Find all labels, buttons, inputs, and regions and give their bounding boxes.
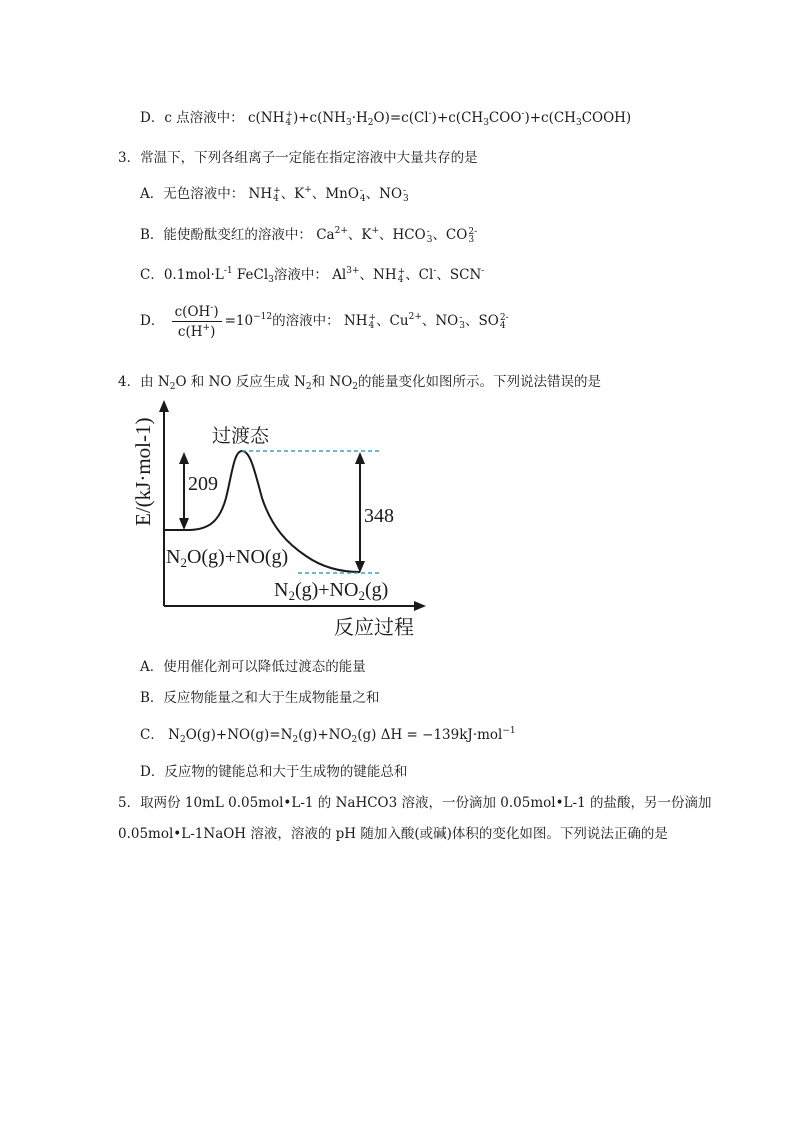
reactants-label: $N_2O(g)+NO(g)$: [166, 546, 289, 570]
stem-text: O 和 NO 反应生成 N: [175, 374, 306, 390]
energy-diagram: [128, 398, 438, 648]
option-formula: c(NH+ 4 )$+c(NH_3\cdot H_2O)=c(Cl^-)+c(CH_3COO^-)+c(CH_3COOH)$: [247, 109, 632, 128]
y-axis-arrow: [159, 400, 169, 412]
ratio-fraction: $\frac{c(OH^-)}{c(H^+)}$: [172, 303, 222, 340]
arrowhead-up: [179, 452, 189, 464]
ion-list: $Al^{3+}$、NH+ 4 、Cl-、SCN-: [332, 266, 485, 285]
x-axis-arrow: [414, 601, 426, 611]
enthalpy-text: ΔH = −139kJ·mol: [380, 727, 503, 743]
q5-stem-line2: 0.05mol•L-1NaOH 溶液，溶液的 pH 随加入酸(或碱)体积的变化如图。下列说法正确的是: [118, 826, 668, 842]
stem-text: 的能量变化如图所示。下列说法错误的是: [358, 374, 602, 390]
option-label: C．: [140, 727, 164, 743]
y-axis-label: E/(kJ·mol-1): [131, 417, 155, 526]
option-text: FeCl: [236, 267, 269, 283]
arrowhead-up: [355, 452, 365, 464]
q4-option-a: A．使用催化剂可以降低过渡态的能量: [140, 659, 366, 675]
q4-option-b: B．反应物能量之和大于生成物能量之和: [140, 690, 380, 706]
transition-state-label: 过渡态: [212, 425, 270, 447]
q5-stem-line1: 5．取两份 10mL 0.05mol•L-1 的 NaHCO3 溶液，一份滴加 0.05mol•L-1 的盐酸，另一份滴加: [118, 795, 712, 811]
ion-list: NH+ 4 、$Cu^{2+}$、NO- 3、SO2- 4: [343, 312, 509, 331]
q4-option-c: [140, 723, 516, 745]
q2-option-d: [140, 106, 631, 128]
option-label: C．0.1mol·L: [140, 267, 224, 283]
q3-stem: 3．常温下，下列各组离子一定能在指定溶液中大量共存的是: [118, 150, 478, 166]
q3-option-b: [140, 223, 477, 244]
option-label: B．能使酚酞变红的溶液中：: [140, 227, 312, 243]
ion-list: $Ca^{2+}$、K+、HCO- 3、CO2- 3: [316, 226, 478, 245]
activation-energy-value: 209: [188, 473, 218, 495]
energy-difference-value: 348: [364, 505, 394, 527]
q3-option-d: [140, 303, 509, 340]
stem-text: 4．由 N: [118, 374, 170, 390]
thermochemical-equation: $N_2O(g)+NO(g)=N_2(g)+NO_2(g) \Delta H = -139kJ\cdot mol^{-1}$: [168, 726, 516, 745]
q3-option-c: C．$0.1mol\cdot L^{-1}$ FeCl$_3$溶液中： $Al^{3+}$、NH+ 4 、Cl-、SCN-: [140, 266, 485, 285]
option-label: D．c 点溶液中：: [140, 110, 244, 126]
exponent: −12: [253, 312, 273, 322]
option-text: 溶液中：: [273, 267, 328, 283]
stem-text: 和 NO: [311, 374, 353, 390]
option-label: A．无色溶液中：: [140, 186, 245, 202]
option-label: D．: [140, 313, 165, 329]
products-label: $N_2(g)+NO_2(g)$: [274, 579, 389, 603]
q4-option-d: D．反应物的键能总和大于生成物的键能总和: [140, 764, 408, 780]
arrowhead-down: [179, 518, 189, 530]
ion-list: NH+ 4 、K+、MnO- 4、NO- 3: [248, 185, 409, 204]
x-axis-label: 反应过程: [334, 615, 414, 639]
q3-option-a: [140, 182, 409, 203]
option-text: =10: [224, 313, 254, 329]
superscript: -1: [223, 266, 233, 276]
q4-stem: 4．由 $N_2O$ 和 NO 反应生成 $N_2$和 $NO_2$的能量变化如图所示。下列说法错误的是: [118, 374, 602, 392]
option-text: 的溶液中：: [272, 313, 340, 329]
